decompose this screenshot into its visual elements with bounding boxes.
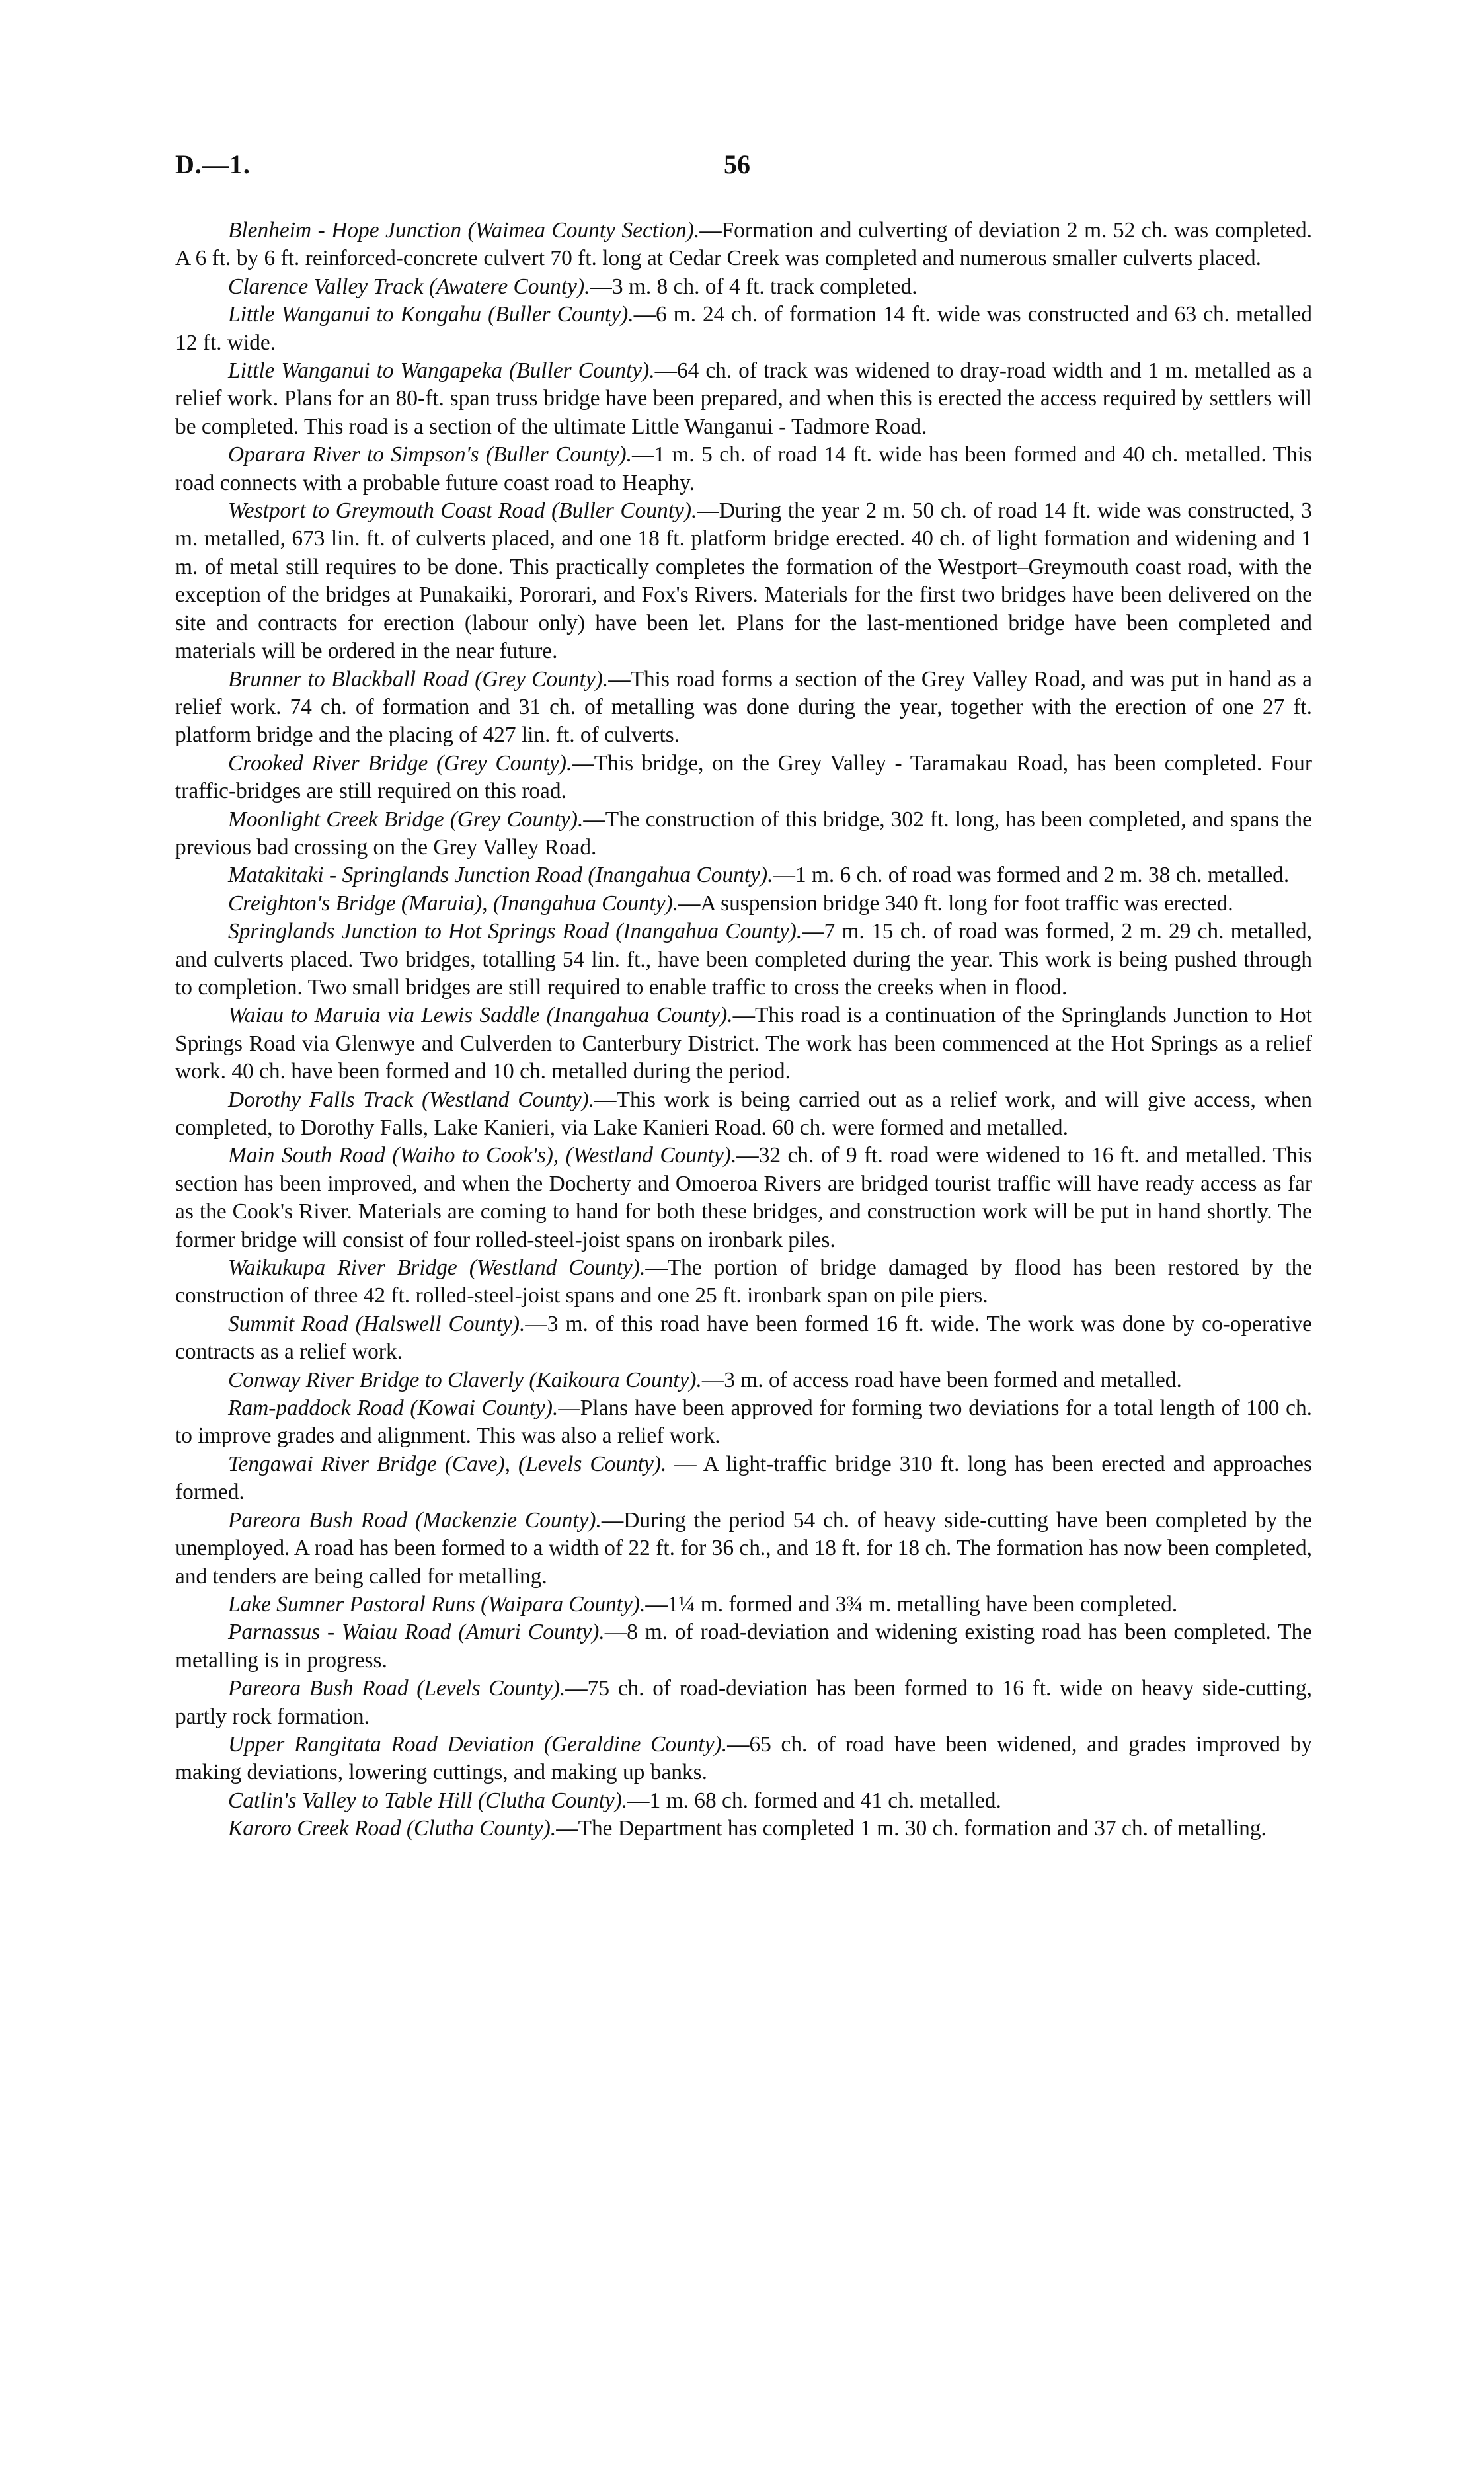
- paragraph-title: Westport to Greymouth Coast Road (Buller County).: [228, 499, 697, 524]
- paragraph-title: Oparara River to Simpson's (Buller County).: [228, 442, 632, 467]
- paragraph-title: Dorothy Falls Track (Westland County).: [228, 1087, 595, 1112]
- paragraph-text: —This road forms a section of the Grey Valley Road, and was put in hand as a relief work. 74 ch. of formation and 31 ch. of metalling was done during the year, together with the erection of one 27 ft. platform bridge and the placing of 427 lin. ft. of culverts.: [175, 666, 1312, 748]
- paragraph-text: —This work is being carried out as a relief work, and will give access, when completed, to Dorothy Falls, Lake Kanieri, via Lake Kanieri Road. 60 ch. were formed and metalled.: [175, 1087, 1312, 1140]
- paragraph-title: Blenheim - Hope Junction (Waimea County Section).: [228, 218, 700, 243]
- paragraph: [175, 1142, 1312, 1254]
- paragraph-text: —65 ch. of road have been widened, and grades improved by making deviations, lowering cuttings, and making up banks.: [175, 1732, 1312, 1785]
- paragraph: [175, 441, 1312, 497]
- paragraph-text: —Plans have been approved for forming two deviations for a total length of 100 ch. to improve grades and alignment. This was also a relief work.: [175, 1396, 1312, 1449]
- paragraph: [175, 1731, 1312, 1787]
- paragraph-title: Upper Rangitata Road Deviation (Geraldine County).: [228, 1732, 728, 1757]
- paragraph-text: —During the year 2 m. 50 ch. of road 14 ft. wide was constructed, 3 m. metalled, 673 lin. ft. of culverts placed, and one 18 ft. platform bridge erected. 40 ch. of light formation and widening and 1 m. of metal still requires to be done. This practically completes the formation of the Westport–Greymouth coast road, with the exception of the bridges at Punakaiki, Pororari, and Fox's Rivers. Materials for the first two bridges have been delivered on the site and contracts for erection (labour only) have been let. Plans for the last-mentioned bridge have been completed and materials will be ordered in the near future.: [175, 499, 1312, 664]
- paragraph: [175, 1618, 1312, 1675]
- paragraph-text: —64 ch. of track was widened to dray-road width and 1 m. metalled as a relief work. Plans for an 80-ft. span truss bridge have been prepared, and when this is erected the access required by settlers will be completed. This road is a section of the ultimate Little Wanganui - Tadmore Road.: [175, 358, 1312, 439]
- paragraph-title: Waiau to Maruia via Lewis Saddle (Inangahua County).: [228, 1003, 733, 1028]
- paragraph-text: —1 m. 6 ch. of road was formed and 2 m. 38 ch. metalled.: [773, 863, 1290, 888]
- paragraph-text: —During the period 54 ch. of heavy side-cutting have been completed by the unemployed. A road has been formed to a width of 22 ft. for 36 ch., and 18 ft. for 18 ch. The formation has now been completed, and tenders are being called for metalling.: [175, 1507, 1312, 1589]
- paragraph-text: —The portion of bridge damaged by flood has been restored by the construction of three 42 ft. rolled-steel-joist spans and one 25 ft. ironbark span on pile piers.: [175, 1256, 1313, 1308]
- paragraph: [175, 1254, 1312, 1310]
- paragraph: [175, 1310, 1312, 1367]
- paragraph-text: —32 ch. of 9 ft. road were widened to 16 ft. and metalled. This section has been improved, and when the Docherty and Omoeroa Rivers are bridged tourist traffic will have ready access as far as the Cook's River. Materials are coming to hand for both these bridges, and construction work will be put in hand shortly. The former bridge will consist of four rolled-steel-joist spans on ironbark piles.: [175, 1143, 1312, 1252]
- paragraph-title: Catlin's Valley to Table Hill (Clutha County).: [228, 1788, 628, 1813]
- paragraph-text: —3 m. of access road have been formed and metalled.: [701, 1367, 1182, 1392]
- page-number: 56: [724, 149, 750, 179]
- paragraph-text: —3 m. 8 ch. of 4 ft. track completed.: [590, 274, 918, 299]
- paragraph-text: —Formation and culverting of deviation 2 m. 52 ch. was completed. A 6 ft. by 6 ft. reinforced-concrete culvert 70 ft. long at Cedar Creek was completed and numerous smaller culverts placed.: [175, 218, 1312, 271]
- paragraph: [175, 918, 1312, 1002]
- paragraph-text: —This road is a continuation of the Springlands Junction to Hot Springs Road via Glenwye and Culverden to Canterbury District. The work has been commenced at the Hot Springs as a relief work. 40 ch. have been formed and 10 ch. metalled during the period.: [175, 1003, 1312, 1084]
- paragraph: [175, 1394, 1312, 1451]
- paragraph: [175, 1002, 1312, 1086]
- paragraph: [175, 1507, 1312, 1591]
- paragraph: [175, 301, 1312, 357]
- page-header: [175, 149, 1312, 188]
- paragraph-title: Little Wanganui to Kongahu (Buller County).: [228, 302, 634, 327]
- paragraph-title: Lake Sumner Pastoral Runs (Waipara County).: [228, 1591, 646, 1617]
- paragraph: [175, 1591, 1312, 1618]
- paragraph-text: —The Department has completed 1 m. 30 ch. formation and 37 ch. of metalling.: [556, 1816, 1267, 1841]
- paragraph-text: —1 m. 5 ch. of road 14 ft. wide has been formed and 40 ch. metalled. This road connects with a probable future coast road to Heaphy.: [175, 442, 1312, 495]
- paragraph-text: —8 m. of road-deviation and widening existing road has been completed. The metalling is in progress.: [175, 1620, 1313, 1673]
- paragraph: [175, 750, 1312, 806]
- paragraph-text: — A light-traffic bridge 310 ft. long has been erected and approaches formed.: [175, 1451, 1312, 1505]
- paragraph-title: Crooked River Bridge (Grey County).: [228, 750, 572, 776]
- paragraph-text: —6 m. 24 ch. of formation 14 ft. wide was constructed and 63 ch. metalled 12 ft. wide.: [175, 302, 1312, 355]
- paragraph-text: —This bridge, on the Grey Valley - Taramakau Road, has been completed. Four traffic-bridges are still required on this road.: [175, 750, 1312, 804]
- paragraph: [175, 1367, 1312, 1394]
- paragraph-title: Brunner to Blackball Road (Grey County).: [228, 666, 609, 692]
- paragraph-text: —A suspension bridge 340 ft. long for foot traffic was erected.: [678, 891, 1233, 916]
- paragraph-title: Conway River Bridge to Claverly (Kaikoura County).: [228, 1367, 702, 1392]
- paragraph: [175, 273, 1312, 301]
- paragraph-title: Pareora Bush Road (Mackenzie County).: [228, 1507, 602, 1533]
- paragraph-title: Ram-paddock Road (Kowai County).: [228, 1396, 559, 1421]
- paragraph-text: —1¼ m. formed and 3¾ m. metalling have been completed.: [645, 1591, 1178, 1617]
- paragraph-title: Springlands Junction to Hot Springs Road (Inangahua County).: [228, 919, 802, 944]
- paragraph: [175, 1787, 1312, 1815]
- paragraph: [175, 1451, 1312, 1507]
- paragraph: [175, 666, 1312, 750]
- paragraph-text: —75 ch. of road-deviation has been formed to 16 ft. wide on heavy side-cutting, partly rock formation.: [175, 1676, 1312, 1729]
- paragraph: [175, 890, 1312, 918]
- paragraph-text: —3 m. of this road have been formed 16 ft. wide. The work was done by co-operative contracts as a relief work.: [175, 1311, 1312, 1365]
- paragraph-title: Clarence Valley Track (Awatere County).: [228, 274, 590, 299]
- paragraph: [175, 497, 1312, 665]
- paragraph-title: Little Wanganui to Wangapeka (Buller County).: [228, 358, 655, 383]
- paragraph: [175, 861, 1312, 889]
- paragraph-text: —1 m. 68 ch. formed and 41 ch. metalled.: [627, 1788, 1001, 1813]
- paragraph-title: Moonlight Creek Bridge (Grey County).: [228, 807, 584, 832]
- paragraph-title: Creighton's Bridge (Maruia), (Inangahua County).: [228, 891, 679, 916]
- paragraph-text: —The construction of this bridge, 302 ft. long, has been completed, and spans the previous bad crossing on the Grey Valley Road.: [175, 807, 1312, 859]
- paragraph-title: Waikukupa River Bridge (Westland County).: [228, 1256, 646, 1281]
- body-text: [175, 217, 1312, 1843]
- document-code: D.—1.: [175, 149, 251, 179]
- paragraph-title: Main South Road (Waiho to Cook's), (Westland County).: [228, 1143, 737, 1168]
- paragraph: [175, 1675, 1312, 1731]
- paragraph: [175, 217, 1312, 273]
- paragraph-title: Tengawai River Bridge (Cave), (Levels County).: [228, 1451, 667, 1476]
- paragraph-title: Karoro Creek Road (Clutha County).: [228, 1816, 557, 1841]
- paragraph-text: —7 m. 15 ch. of road was formed, 2 m. 29 ch. metalled, and culverts placed. Two bridges, totalling 54 lin. ft., have been completed during the year. This work is being pushed through to completion. Two small bridges are still required to enable traffic to cross the creeks when in flood.: [175, 919, 1312, 1000]
- paragraph: [175, 1815, 1312, 1843]
- paragraph-title: Parnassus - Waiau Road (Amuri County).: [228, 1620, 605, 1645]
- paragraph-title: Pareora Bush Road (Levels County).: [228, 1676, 566, 1701]
- paragraph: [175, 1086, 1312, 1142]
- paragraph-title: Summit Road (Halswell County).: [228, 1311, 526, 1336]
- paragraph-title: Matakitaki - Springlands Junction Road (Inangahua County).: [228, 863, 773, 888]
- paragraph: [175, 806, 1312, 862]
- paragraph: [175, 357, 1312, 441]
